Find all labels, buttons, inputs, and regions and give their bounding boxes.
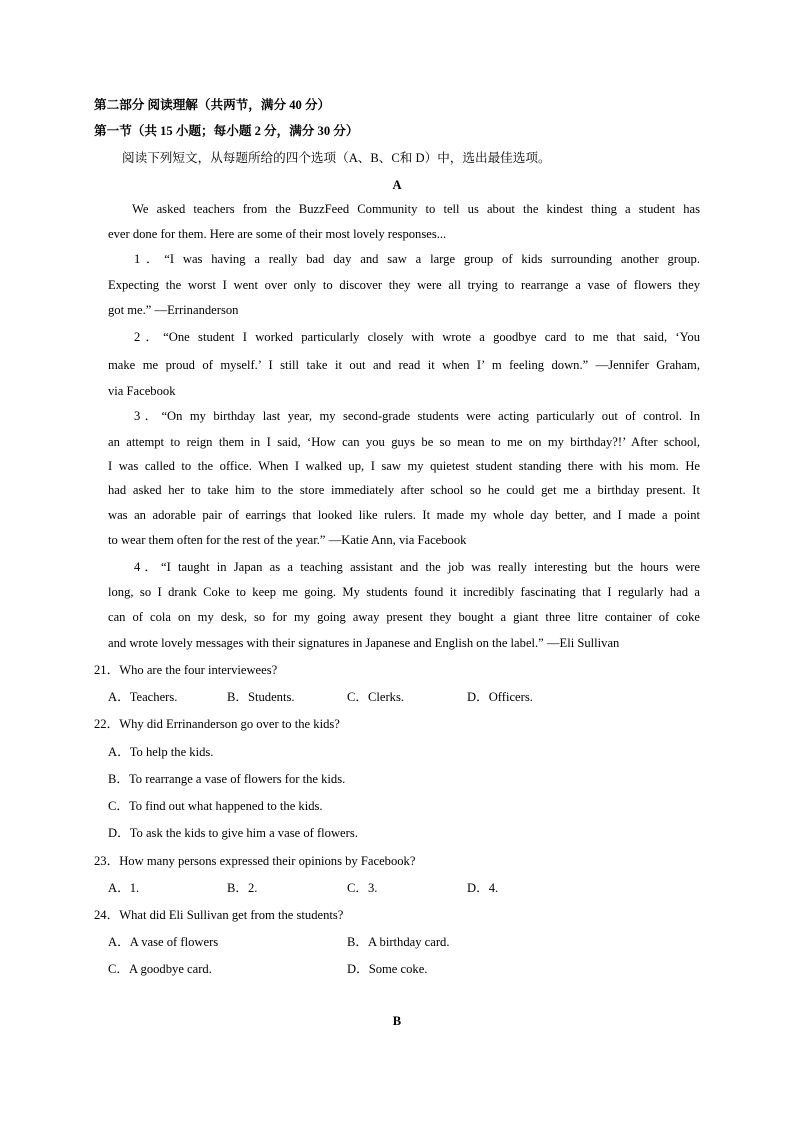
option-a[interactable]: A．To help the kids.	[108, 745, 214, 759]
passage-a-line: 3．“On my birthday last year, my second-grade students were acting particularly out of control. In	[134, 409, 700, 423]
passage-a-line: I was called to the office. When I walked up, I saw my quietest student standing there with his mom. He	[108, 459, 700, 473]
passage-a-line: 2．“One student I worked particularly closely with wrote a goodbye card to me that said, ‘You	[134, 330, 700, 344]
option-b[interactable]: B．A birthday card.	[347, 935, 450, 949]
option-d[interactable]: D．To ask the kids to give him a vase of flowers.	[108, 826, 358, 840]
passage-a-line: can of cola on my desk, so for my going away present they bought a giant three litre container of coke	[108, 610, 700, 624]
option-d[interactable]: D．Officers.	[467, 690, 533, 704]
passage-a-line: ever done for them. Here are some of their most lovely responses...	[108, 227, 447, 241]
option-c[interactable]: C．Clerks.	[347, 690, 405, 704]
option-d[interactable]: D．Some coke.	[347, 962, 428, 976]
passage-a-line: via Facebook	[108, 384, 176, 398]
passage-a-line: 1．“I was having a really bad day and saw a large group of kids surrounding another group.	[134, 252, 700, 266]
passage-a-line: an attempt to reign them in I said, ‘How can you guys be so mean to me on my birthday?!’ After school,	[108, 435, 700, 449]
option-a[interactable]: A．1.	[108, 881, 140, 895]
question-stem: 21．Who are the four interviewees?	[94, 663, 278, 677]
passage-a-line: Expecting the worst I went over only to discover they were all trying to rearrange a vase of flowers they	[108, 278, 700, 292]
passage-a-line: We asked teachers from the BuzzFeed Community to tell us about the kindest thing a student has	[132, 202, 700, 216]
passage-a-line: had asked her to take him to the store immediately after school so he could get me a birthday present. It	[108, 483, 700, 497]
passage-a-line: make me proud of myself.’ I still take it out and read it when I’ m feeling down.” —Jennifer Graham,	[108, 358, 700, 372]
passage-a-line: to wear them often for the rest of the year.” —Katie Ann, via Facebook	[108, 533, 467, 547]
section-title: 第一节（共 15 小题；每小题 2 分，满分 30 分）	[94, 124, 359, 138]
option-c[interactable]: C．3.	[347, 881, 378, 895]
passage-a-line: 4．“I taught in Japan as a teaching assistant and the job was really interesting but the hours were	[134, 560, 700, 574]
passage-a-line: long, so I drank Coke to keep me going. My students found it incredibly fascinating that I regularly had a	[108, 585, 700, 599]
passage-a-line: was an adorable pair of earrings that looked like rulers. It made my whole day better, and I made a point	[108, 508, 700, 522]
option-c[interactable]: C．A goodbye card.	[108, 962, 212, 976]
option-a[interactable]: A．A vase of flowers	[108, 935, 219, 949]
question-stem: 24．What did Eli Sullivan get from the students?	[94, 908, 344, 922]
passage-a-line: and wrote lovely messages with their signatures in Japanese and English on the label.” —Eli Sullivan	[108, 636, 620, 650]
option-a[interactable]: A．Teachers.	[108, 690, 178, 704]
option-b[interactable]: B．Students.	[227, 690, 295, 704]
question-stem: 23．How many persons expressed their opinions by Facebook?	[94, 854, 416, 868]
option-c[interactable]: C．To find out what happened to the kids.	[108, 799, 323, 813]
option-d[interactable]: D．4.	[467, 881, 499, 895]
part-title: 第二部分 阅读理解（共两节，满分 40 分）	[94, 98, 331, 112]
instruction: 阅读下列短文，从每题所给的四个选项（A、B、C和 D）中，选出最佳选项。	[122, 151, 551, 165]
passage-a-line: got me.” —Errinanderson	[108, 303, 239, 317]
option-b[interactable]: B．To rearrange a vase of flowers for the kids.	[108, 772, 346, 786]
question-stem: 22．Why did Errinanderson go over to the kids?	[94, 717, 340, 731]
passage-a-heading: A	[392, 178, 402, 192]
option-b[interactable]: B．2.	[227, 881, 258, 895]
passage-b-heading: B	[392, 1014, 402, 1028]
